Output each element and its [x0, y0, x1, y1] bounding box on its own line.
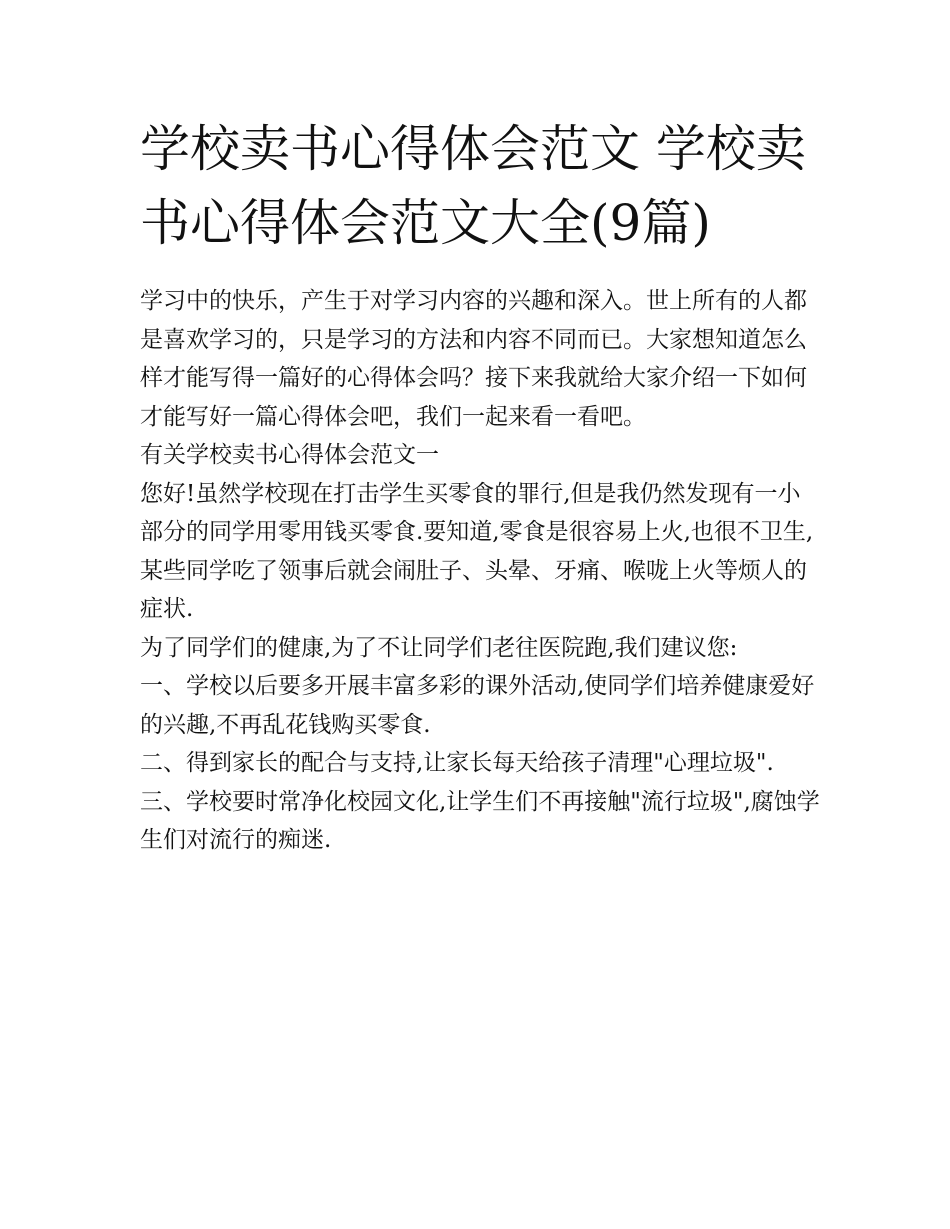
body-paragraph: 为了同学们的健康,为了不让同学们老往医院跑,我们建议您:: [140, 634, 738, 661]
suggestion-paragraph: 二、得到家长的配合与支持,让家长每天给孩子清理"心理垃圾". 三、学校要时常净化校园文化,让学生们不再接触"流行垃圾",腐蚀学生们对流行的痴迷.: [140, 750, 820, 853]
section-heading: 有关学校卖书心得体会范文一: [140, 442, 439, 468]
body-paragraph: 您好!虽然学校现在打击学生买零食的罪行,但是我仍然发现有一小部分的同学用零用钱买零食.要知道,零食是很容易上火,也很不卫生,某些同学吃了领事后就会闹肚子、头晕、牙痛、喉咙上火等烦人的症状.: [140, 480, 814, 622]
suggestion-paragraph: 一、学校以后要多开展丰富多彩的课外活动,使同学们培养健康爱好的兴趣,不再乱花钱购买零食.: [140, 673, 815, 738]
document-title: 学校卖书心得体会范文 学校卖书心得体会范文大全(9篇): [140, 120, 806, 252]
intro-paragraph: 学习中的快乐，产生于对学习内容的兴趣和深入。世上所有的人都是喜欢学习的，只是学习的方法和内容不同而已。大家想知道怎么样才能写得一篇好的心得体会吗？接下来我就给大家介绍一下如何才能写好一篇心得体会吧，我们一起来看一看吧。: [140, 288, 807, 430]
document-body: [140, 282, 820, 860]
